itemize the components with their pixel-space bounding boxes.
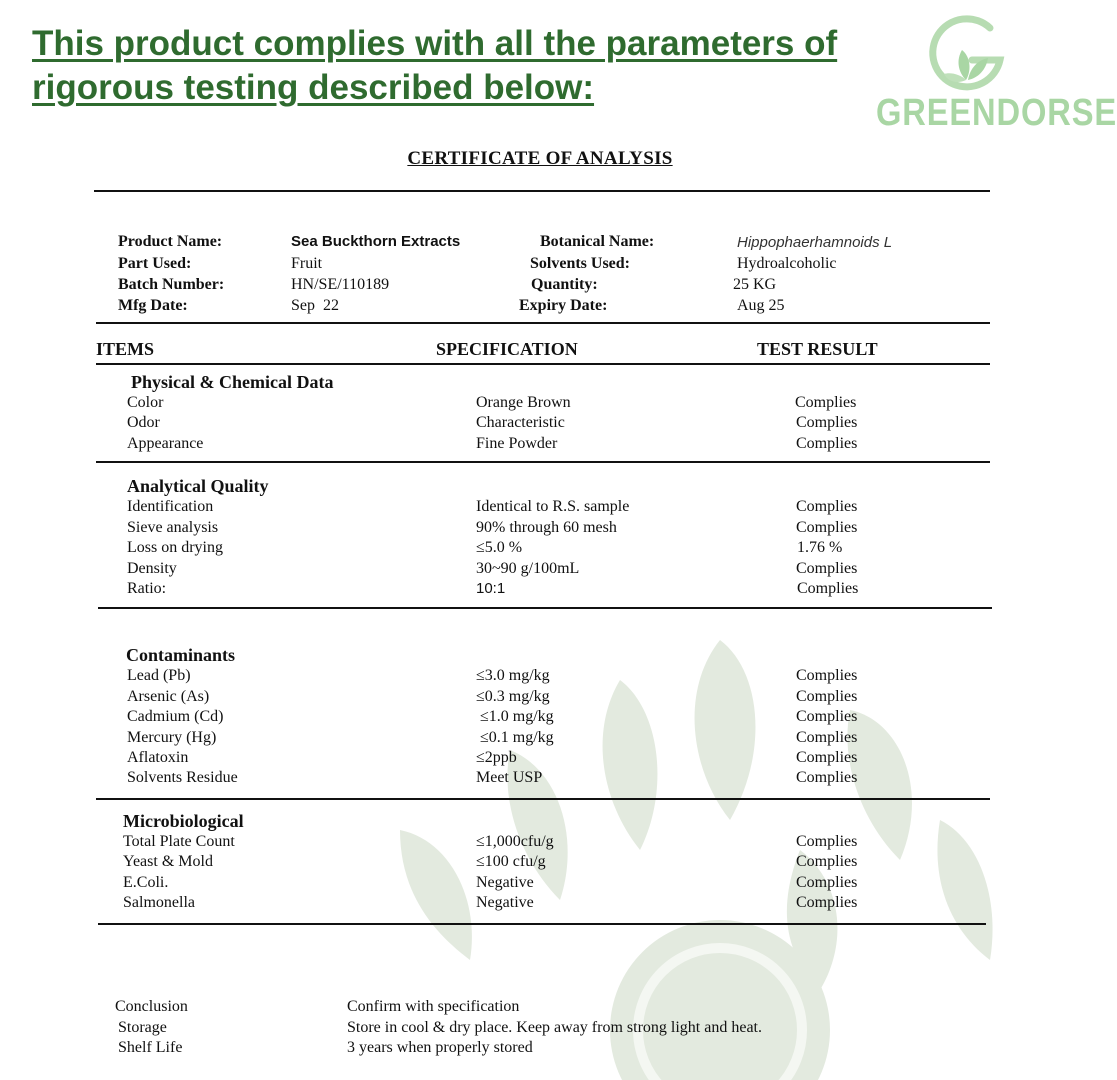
table-row — [0, 729, 1080, 750]
row-result: Complies — [796, 519, 858, 536]
botanical-name-value: Hippophaerhamnoids L — [737, 234, 893, 251]
table-row — [0, 853, 1080, 874]
row-result: 1.76 % — [797, 539, 843, 556]
row-item: Color — [127, 394, 164, 411]
headline — [32, 22, 912, 110]
solvents-used-value: Hydroalcoholic — [737, 255, 837, 272]
row-spec: 10:1 — [476, 580, 506, 597]
product-name-value: Sea Buckthorn Extracts — [291, 233, 461, 250]
greendorse-logo — [876, 16, 1117, 134]
column-header-test-result: TEST RESULT — [757, 339, 878, 359]
table-row — [0, 749, 1080, 770]
footer-storage-label: Storage — [118, 1019, 167, 1036]
table-row — [0, 874, 1080, 895]
row-result: Complies — [796, 708, 858, 725]
row-item: Loss on drying — [127, 539, 223, 556]
row-result: Complies — [795, 394, 857, 411]
logo-text: GREENDORSE — [876, 92, 1117, 134]
row-item: Solvents Residue — [127, 769, 238, 786]
row-result: Complies — [796, 894, 858, 911]
row-spec: 90% through 60 mesh — [476, 519, 617, 536]
row-result: Complies — [797, 580, 859, 597]
section-title-contaminants: Contaminants — [126, 645, 236, 665]
row-result: Complies — [796, 688, 858, 705]
table-row — [0, 769, 1080, 790]
divider — [94, 190, 990, 192]
row-spec: Fine Powder — [476, 435, 558, 452]
footer-shelf-life-value: 3 years when properly stored — [347, 1039, 533, 1056]
product-name-label: Product Name: — [118, 233, 223, 250]
part-used-value: Fruit — [291, 255, 323, 272]
row-result: Complies — [796, 874, 858, 891]
column-header-items: ITEMS — [96, 339, 155, 359]
row-spec: 30~90 g/100mL — [476, 560, 580, 577]
row-result: Complies — [796, 769, 858, 786]
divider — [96, 363, 990, 365]
part-used-label: Part Used: — [118, 255, 192, 272]
quantity-label: Quantity: — [531, 276, 598, 293]
row-spec: Negative — [476, 874, 534, 891]
row-item: Yeast & Mold — [123, 853, 213, 870]
row-item: Odor — [127, 414, 160, 431]
table-row — [0, 519, 1080, 540]
row-result: Complies — [796, 729, 858, 746]
table-row — [0, 580, 1080, 601]
divider — [96, 461, 990, 463]
headline-line-1: This product complies with all the parameters of — [32, 24, 838, 63]
table-row — [0, 539, 1080, 560]
quantity-value: 25 KG — [733, 276, 777, 293]
row-result: Complies — [796, 435, 858, 452]
certificate-title: CERTIFICATE OF ANALYSIS — [407, 148, 673, 169]
row-result: Complies — [796, 498, 858, 515]
row-result: Complies — [796, 833, 858, 850]
row-spec: ≤100 cfu/g — [476, 853, 546, 870]
row-spec: ≤0.3 mg/kg — [476, 688, 550, 705]
table-row — [0, 688, 1080, 709]
row-result: Complies — [796, 853, 858, 870]
botanical-name-label: Botanical Name: — [540, 233, 655, 250]
section-title-physical-chemical: Physical & Chemical Data — [131, 372, 334, 392]
row-item: Total Plate Count — [123, 833, 235, 850]
divider — [98, 923, 986, 925]
row-item: Arsenic (As) — [127, 688, 210, 705]
row-item: Appearance — [127, 435, 204, 452]
divider — [96, 322, 990, 324]
batch-number-value: HN/SE/110189 — [291, 276, 390, 293]
batch-number-label: Batch Number: — [118, 276, 225, 293]
row-item: E.Coli. — [123, 874, 169, 891]
column-header-specification: SPECIFICATION — [436, 339, 578, 359]
row-spec: ≤1.0 mg/kg — [480, 708, 554, 725]
headline-line-2: rigorous testing described below: — [32, 68, 595, 107]
row-spec: Orange Brown — [476, 394, 571, 411]
row-spec: ≤0.1 mg/kg — [480, 729, 554, 746]
section-title-analytical-quality: Analytical Quality — [127, 476, 269, 496]
table-row — [0, 435, 1080, 456]
row-item: Identification — [127, 498, 214, 515]
row-spec: Characteristic — [476, 414, 565, 431]
row-spec: Negative — [476, 894, 534, 911]
row-item: Cadmium (Cd) — [127, 708, 224, 725]
table-row — [0, 833, 1080, 854]
section-title-microbiological: Microbiological — [123, 811, 244, 831]
mfg-date-value: Sep 22 — [291, 297, 339, 314]
row-item: Aflatoxin — [127, 749, 189, 766]
row-result: Complies — [796, 749, 858, 766]
leaf-logo-icon — [928, 16, 1008, 92]
divider — [98, 607, 992, 609]
footer-storage-value: Store in cool & dry place. Keep away from strong light and heat. — [347, 1019, 762, 1036]
expiry-date-label: Expiry Date: — [519, 297, 608, 314]
table-row — [0, 560, 1080, 581]
row-result: Complies — [796, 667, 858, 684]
row-item: Sieve analysis — [127, 519, 219, 536]
expiry-date-value: Aug 25 — [737, 297, 785, 314]
table-row — [0, 667, 1080, 688]
table-row — [0, 894, 1080, 915]
footer-conclusion-value: Confirm with specification — [347, 998, 520, 1015]
row-result: Complies — [796, 414, 858, 431]
row-result: Complies — [796, 560, 858, 577]
row-item: Mercury (Hg) — [127, 729, 217, 746]
row-spec: ≤2ppb — [476, 749, 517, 766]
footer-shelf-life-label: Shelf Life — [118, 1039, 183, 1056]
row-spec: Identical to R.S. sample — [476, 498, 630, 515]
row-item: Lead (Pb) — [127, 667, 191, 684]
row-spec: ≤5.0 % — [476, 539, 523, 556]
row-item: Density — [127, 560, 177, 577]
solvents-used-label: Solvents Used: — [530, 255, 631, 272]
table-row — [0, 394, 1080, 415]
divider — [96, 798, 990, 800]
footer-conclusion-label: Conclusion — [115, 998, 188, 1015]
table-row — [0, 414, 1080, 435]
table-row — [0, 498, 1080, 519]
table-row — [0, 708, 1080, 729]
row-spec: ≤1,000cfu/g — [476, 833, 554, 850]
row-item: Ratio: — [127, 580, 167, 597]
row-spec: ≤3.0 mg/kg — [476, 667, 550, 684]
row-item: Salmonella — [123, 894, 195, 911]
mfg-date-label: Mfg Date: — [118, 297, 188, 314]
row-spec: Meet USP — [476, 769, 543, 786]
